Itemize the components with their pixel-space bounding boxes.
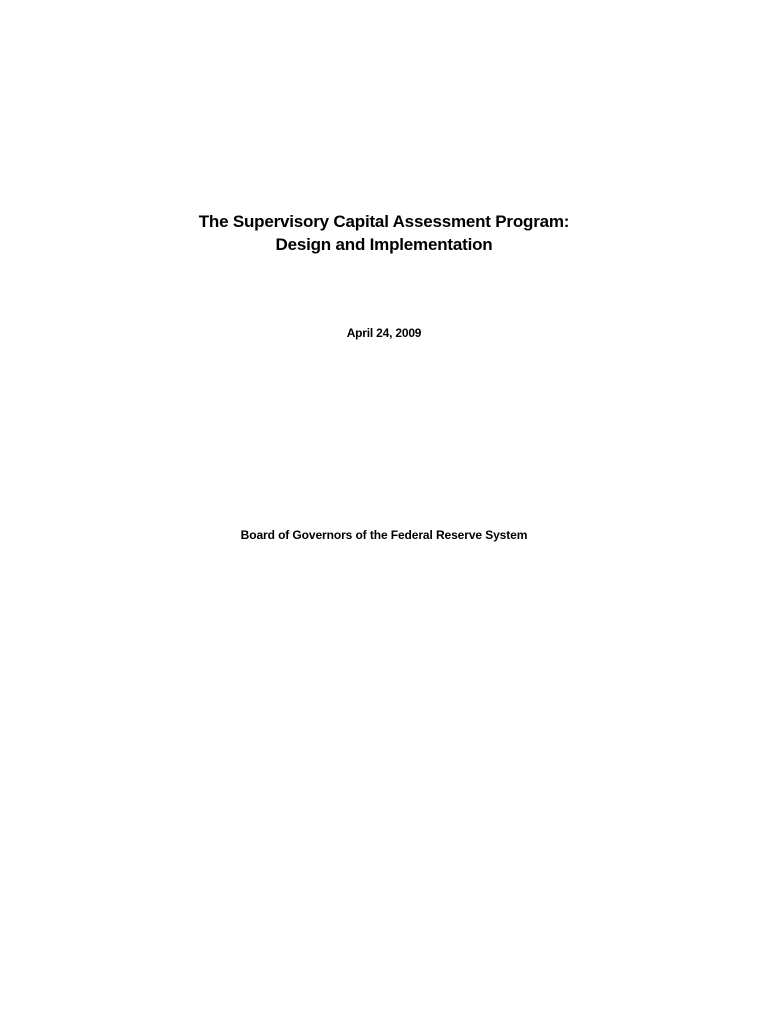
document-date: April 24, 2009 xyxy=(346,326,422,340)
document-title-line-2: Design and Implementation xyxy=(275,235,493,254)
document-organization: Board of Governors of the Federal Reserve System xyxy=(240,528,528,542)
document-title-line-1: The Supervisory Capital Assessment Program: xyxy=(198,212,570,231)
